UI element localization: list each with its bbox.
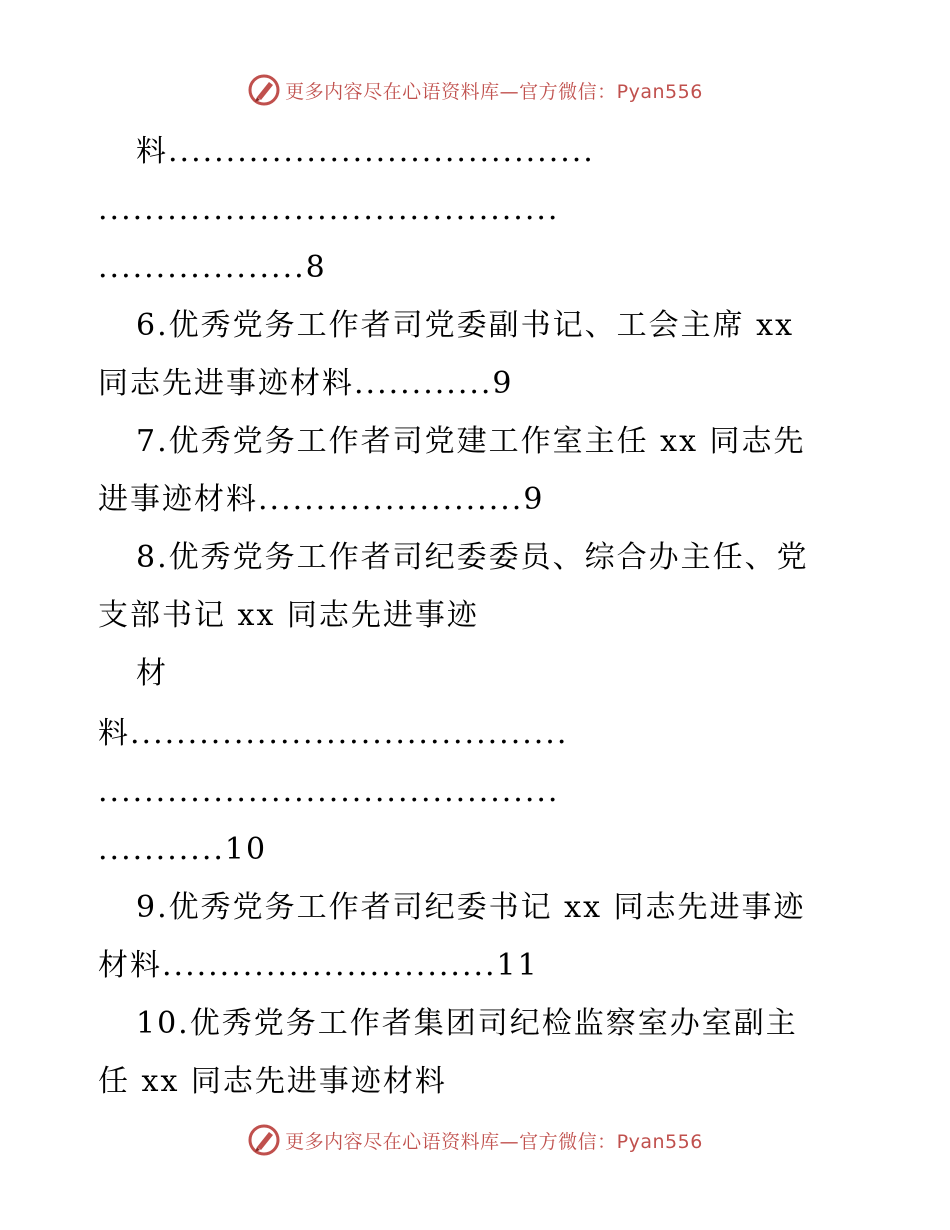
toc-entry-9: 9.优秀党务工作者司纪委书记 xx 同志先进事迹 [136, 890, 806, 925]
toc-line: ..................8 [98, 250, 327, 285]
pen-logo-icon [247, 73, 281, 107]
toc-line: 任 xx 同志先进事迹材料 [98, 1064, 447, 1099]
toc-line: ...........10 [98, 832, 268, 867]
footer-watermark [0, 1120, 950, 1160]
watermark-text: 更多内容尽在心语资料库—官方微信：Pyan556 [285, 1130, 703, 1153]
toc-entry-10: 10.优秀党务工作者集团司纪检监察室办室副主 [136, 1006, 798, 1041]
toc-line: 材料.............................11 [98, 948, 539, 983]
toc-line: 料..................................... [136, 134, 595, 169]
toc-line: ........................................ [98, 192, 560, 227]
toc-line: 料...................................... [98, 716, 569, 751]
toc-line: ........................................ [98, 774, 560, 809]
watermark-text: 更多内容尽在心语资料库—官方微信：Pyan556 [285, 80, 703, 103]
toc-entry-6: 6.优秀党务工作者司党委副书记、工会主席 xx [136, 308, 794, 343]
toc-line: 材 [136, 656, 168, 691]
toc-line: 支部书记 xx 同志先进事迹 [98, 598, 479, 633]
header-watermark [0, 70, 950, 110]
toc-line: 同志先进事迹材料............9 [98, 366, 514, 401]
toc-entry-8: 8.优秀党务工作者司纪委委员、综合办主任、党 [136, 540, 809, 575]
toc-line: 进事迹材料.......................9 [98, 482, 545, 517]
pen-logo-icon [247, 1123, 281, 1157]
toc-entry-7: 7.优秀党务工作者司党建工作室主任 xx 同志先 [136, 424, 806, 459]
